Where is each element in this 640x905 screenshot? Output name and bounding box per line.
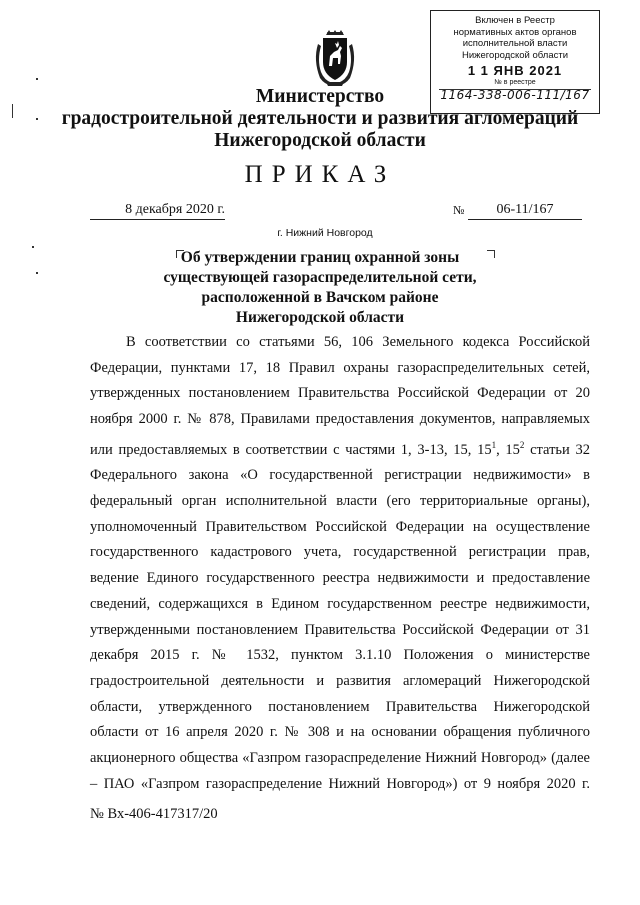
order-number-label: №	[453, 203, 465, 217]
subject-line-1: Об утверждении границ охранной зоны	[180, 249, 460, 266]
stamp-date: 1 1 ЯНВ 2021	[467, 63, 563, 78]
stamp-reg-number: 1164-338-006-111/167	[440, 88, 590, 102]
order-date: 8 декабря 2020 г.	[90, 202, 225, 220]
coat-of-arms-icon	[312, 30, 358, 88]
scan-dot	[32, 246, 34, 248]
ministry-line-3: Нижегородской области	[214, 130, 426, 151]
ministry-line-2: градостроительной деятельности и развития агломераций	[61, 108, 579, 129]
ministry-heading	[0, 86, 640, 152]
body-superscript-2: 2	[519, 439, 525, 450]
body-superscript-1: 1	[491, 439, 497, 450]
stamp-line-2: нормативных актов органов	[453, 26, 577, 38]
subject-line-2: существующей газораспределительной сети,	[163, 269, 477, 286]
subject-line-3: расположенной в Вачском районе	[201, 289, 439, 306]
scan-dot	[36, 272, 38, 274]
body-text-c: статьи 32 Федерального закона «О государственной регистрации недвижимости» в федеральный орган исполнительной власти (его территориальные органы), уполномоченный Правительством Российской Федерации на осуществление государственного кадастрового учета, государственной регистрации прав, ведение Единого государственного реестра недвижимости и предоставление сведений, содержащихся в Едином государственном реестре недвижимости, утвержденными постановлением Правительства Российской Федерации от 31 декабря 2015 г. № 1532, пунктом 3.1.10 Положения о министерстве градостроительной деятельности и развития агломераций Нижегородской области, утвержденного постановлением Правительства Нижегородской области от 16 апреля 2020 г. № 308 и на основании обращения публичного акционерного общества «Газпром газораспределение Нижний Новгород» (далее – ПАО «Газпром газораспределение Нижний Новгород») от 9 ноября 2020 г.	[90, 441, 590, 792]
document-type-title: ПРИКАЗ	[244, 161, 396, 188]
ministry-line-1: Министерство	[255, 86, 385, 107]
order-number: 06-11/167	[468, 202, 582, 220]
order-subject	[0, 248, 640, 328]
stamp-reg-label: № в реестре	[494, 78, 536, 86]
body-text-a: В соответствии со статьями 56, 106 Земельного кодекса Российской Федерации, пунктами 17, 18 Правил охраны газораспределительных сетей, утвержденных постановлением Правительства Российской Федерации от 20 ноября 2000 г. № 878, Правилами предоставления документов, направляемых или предоставляемых в соответствии с частями 1, 3-13, 15, 15	[90, 334, 590, 458]
scan-dot	[36, 78, 38, 80]
order-body-paragraph	[90, 330, 590, 797]
stamp-line-1: Включен в Реестр	[475, 15, 555, 26]
subject-line-4: Нижегородской области	[235, 309, 405, 326]
body-text-b: , 15	[496, 441, 520, 458]
stamp-line-4: Нижегородской области	[461, 49, 569, 61]
body-last-line: № Вх-406-417317/20	[90, 806, 218, 822]
scan-line	[12, 104, 13, 118]
city-name: г. Нижний Новгород	[277, 227, 373, 239]
stamp-line-3: исполнительной власти	[462, 38, 568, 49]
scan-dot	[36, 118, 38, 120]
